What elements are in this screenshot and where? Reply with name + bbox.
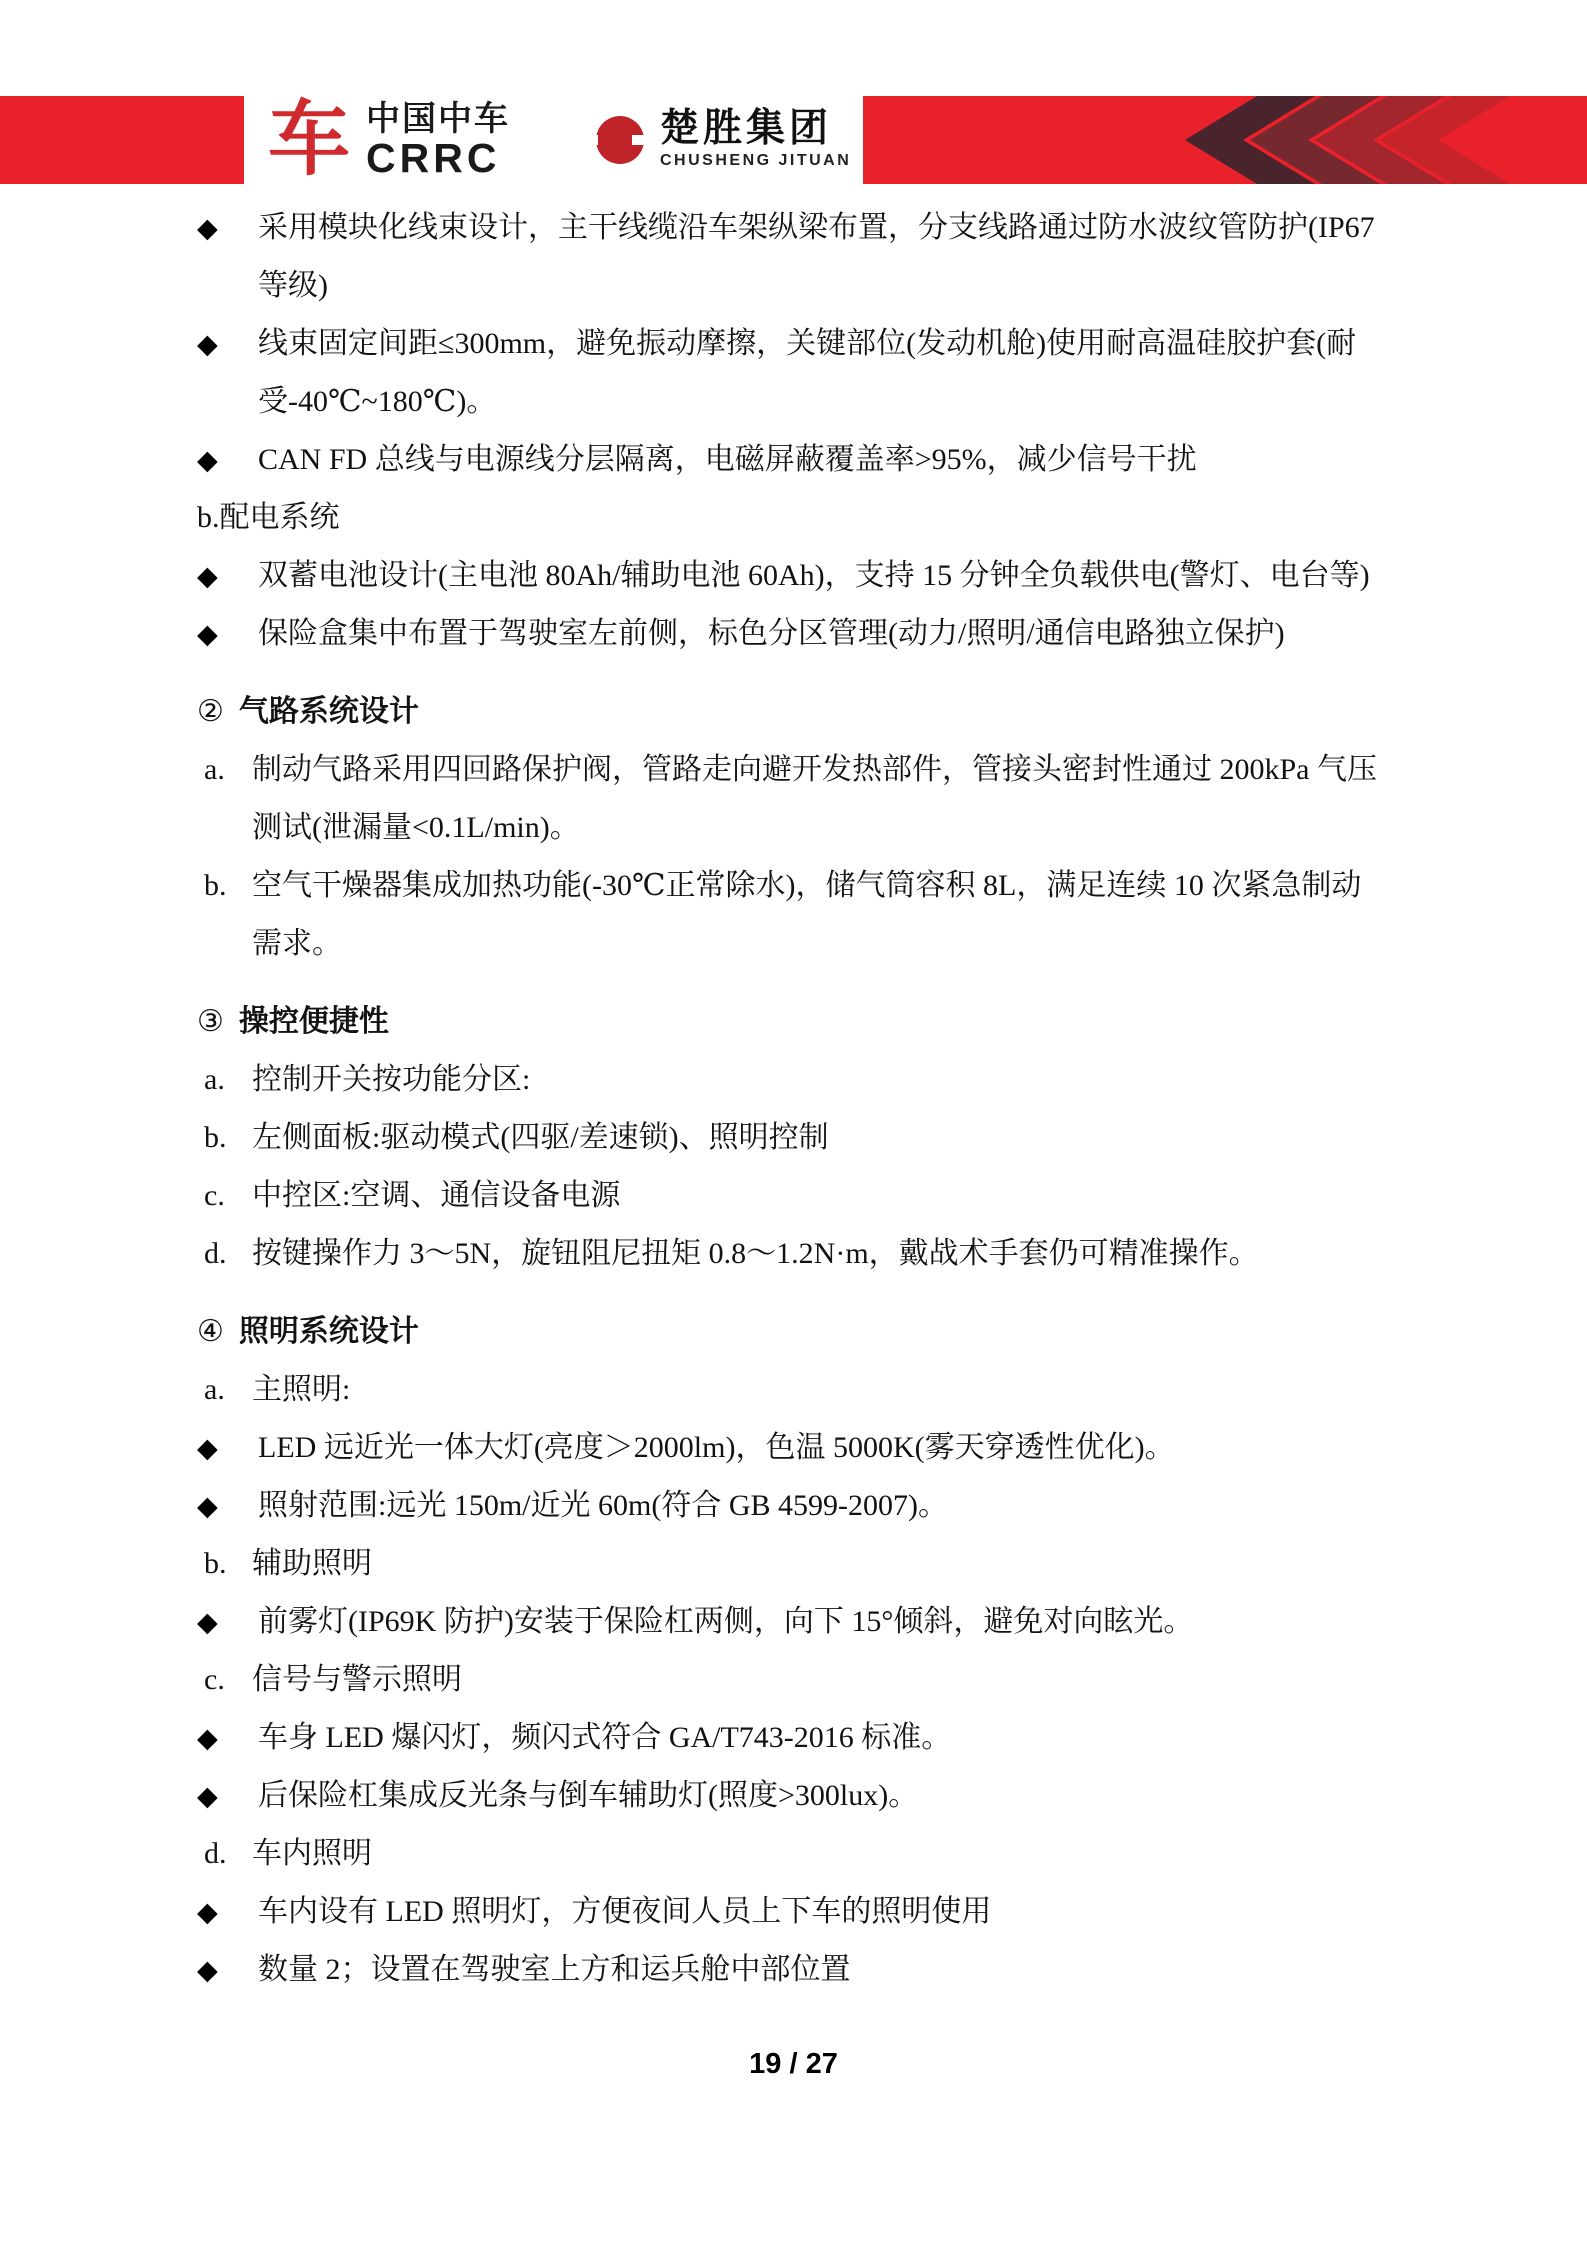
- text-line: CAN FD 总线与电源线分层隔离，电磁屏蔽覆盖率>95%，减少信号干扰: [258, 443, 1197, 476]
- circled-number-icon: ②: [197, 695, 224, 728]
- list-letter-label: a.: [204, 753, 225, 786]
- text-line: 控制开关按功能分区:: [252, 1063, 531, 1096]
- chusheng-name-en: CHUSHENG JITUAN: [660, 152, 852, 169]
- text-line: 主照明:: [252, 1373, 351, 1406]
- text-line: 照射范围:远光 150m/近光 60m(符合 GB 4599-2007)。: [258, 1489, 948, 1522]
- chusheng-name-cn: 楚胜集团: [660, 107, 833, 150]
- text-line: 保险盒集中布置于驾驶室左前侧，标色分区管理(动力/照明/通信电路独立保护): [258, 617, 1285, 650]
- diamond-bullet-icon: ◆: [197, 329, 218, 359]
- list-letter-label: b.: [204, 1547, 227, 1580]
- crrc-name-en: CRRC: [366, 135, 501, 181]
- crrc-wordmark: [366, 101, 511, 181]
- red-band-right: [863, 96, 1587, 184]
- text-line: 按键操作力 3～5N，旋钮阻尼扭矩 0.8～1.2N·m，戴战术手套仍可精准操作。: [252, 1237, 1259, 1270]
- diamond-bullet-icon: ◆: [197, 445, 218, 475]
- text-line: 辅助照明: [252, 1547, 372, 1580]
- text-line: 车身 LED 爆闪灯，频闪式符合 GA/T743-2016 标准。: [258, 1721, 952, 1754]
- diamond-bullet-icon: ◆: [197, 619, 218, 649]
- list-letter-label: b.: [204, 1121, 227, 1154]
- diamond-bullet-icon: ◆: [197, 1955, 218, 1985]
- list-letter-label: b.: [204, 869, 227, 902]
- letter-paragraph: [197, 1361, 1459, 1419]
- list-letter-label: a.: [204, 1373, 225, 1406]
- bullet-paragraph: [197, 431, 1459, 489]
- bullet-paragraph: [197, 1767, 1459, 1825]
- letter-paragraph: [197, 1225, 1459, 1283]
- text-line: 制动气路采用四回路保护阀，管路走向避开发热部件，管接头密封性通过 200kPa 气压: [252, 753, 1377, 786]
- text-line: 受-40℃~180℃)。: [258, 385, 497, 418]
- plain-paragraph: [197, 489, 1459, 547]
- list-letter-label: c.: [204, 1179, 225, 1212]
- letter-paragraph: [197, 1535, 1459, 1593]
- text-line: b.配电系统: [197, 501, 340, 534]
- section-heading-text: 操控便捷性: [238, 1005, 389, 1038]
- section-heading-text: 气路系统设计: [238, 695, 419, 728]
- bullet-paragraph: [197, 1593, 1459, 1651]
- diamond-bullet-icon: ◆: [197, 1897, 218, 1927]
- list-letter-label: d.: [204, 1237, 227, 1270]
- chusheng-wordmark: [660, 108, 851, 172]
- text-line: 数量 2；设置在驾驶室上方和运兵舱中部位置: [258, 1953, 851, 1986]
- text-line: 需求。: [252, 927, 342, 960]
- crrc-logo: [268, 96, 510, 184]
- list-letter-label: d.: [204, 1837, 227, 1870]
- chusheng-emblem-icon: [556, 96, 648, 184]
- circled-number-icon: ③: [197, 1005, 224, 1038]
- chevron-arrows-icon: [863, 96, 1587, 184]
- diamond-bullet-icon: ◆: [197, 1723, 218, 1753]
- list-letter-label: a.: [204, 1063, 225, 1096]
- letter-paragraph: [197, 1109, 1459, 1167]
- text-line: 测试(泄漏量<0.1L/min)。: [252, 811, 580, 844]
- logo-row: [244, 96, 863, 184]
- list-letter-label: c.: [204, 1663, 225, 1696]
- text-line: 左侧面板:驱动模式(四驱/差速锁)、照明控制: [252, 1121, 829, 1154]
- text-line: 后保险杠集成反光条与倒车辅助灯(照度>300lux)。: [258, 1779, 919, 1812]
- crrc-emblem-icon: 车: [268, 94, 351, 185]
- document-body: [197, 199, 1459, 1999]
- red-band-left: [0, 96, 244, 184]
- text-line: 车内照明: [252, 1837, 372, 1870]
- text-line: 双蓄电池设计(主电池 80Ah/辅助电池 60Ah)，支持 15 分钟全负载供电(警灯、电台等): [258, 559, 1370, 592]
- crrc-name-cn: 中国中车: [366, 101, 511, 138]
- text-line: 车内设有 LED 照明灯，方便夜间人员上下车的照明使用: [258, 1895, 992, 1928]
- diamond-bullet-icon: ◆: [197, 1781, 218, 1811]
- letter-paragraph: [197, 1825, 1459, 1883]
- diamond-bullet-icon: ◆: [197, 561, 218, 591]
- bullet-paragraph: [197, 199, 1459, 315]
- text-line: 采用模块化线束设计，主干线缆沿车架纵梁布置，分支线路通过防水波纹管防护(IP67: [258, 211, 1375, 244]
- diamond-bullet-icon: ◆: [197, 1607, 218, 1637]
- chusheng-logo: [556, 96, 851, 184]
- letter-paragraph: [197, 1051, 1459, 1109]
- letter-paragraph: [197, 857, 1459, 973]
- page-number: 19 / 27: [749, 2048, 838, 2080]
- text-line: 空气干燥器集成加热功能(-30℃正常除水)，储气筒容积 8L，满足连续 10 次紧急制动: [252, 869, 1362, 902]
- bullet-paragraph: [197, 1883, 1459, 1941]
- bullet-paragraph: [197, 315, 1459, 431]
- text-line: 前雾灯(IP69K 防护)安装于保险杠两侧，向下 15°倾斜，避免对向眩光。: [258, 1605, 1194, 1638]
- text-line: 中控区:空调、通信设备电源: [252, 1179, 621, 1212]
- bullet-paragraph: [197, 605, 1459, 663]
- bullet-paragraph: [197, 547, 1459, 605]
- letter-paragraph: [197, 1167, 1459, 1225]
- diamond-bullet-icon: ◆: [197, 1433, 218, 1463]
- bullet-paragraph: [197, 1941, 1459, 1999]
- diamond-bullet-icon: ◆: [197, 213, 218, 243]
- heading-paragraph: [197, 683, 1459, 741]
- bullet-paragraph: [197, 1477, 1459, 1535]
- text-line: 信号与警示照明: [252, 1663, 462, 1696]
- diamond-bullet-icon: ◆: [197, 1491, 218, 1521]
- heading-paragraph: [197, 1303, 1459, 1361]
- bullet-paragraph: [197, 1709, 1459, 1767]
- text-line: 线束固定间距≤300mm，避免振动摩擦，关键部位(发动机舱)使用耐高温硅胶护套(耐: [258, 327, 1357, 360]
- text-line: LED 远近光一体大灯(亮度＞2000lm)，色温 5000K(雾天穿透性优化)。: [258, 1431, 1175, 1464]
- bullet-paragraph: [197, 1419, 1459, 1477]
- heading-paragraph: [197, 993, 1459, 1051]
- text-line: 等级): [258, 269, 328, 302]
- letter-paragraph: [197, 741, 1459, 857]
- section-heading-text: 照明系统设计: [238, 1315, 419, 1348]
- page-footer: [0, 2046, 1587, 2082]
- letter-paragraph: [197, 1651, 1459, 1709]
- circled-number-icon: ④: [197, 1315, 224, 1348]
